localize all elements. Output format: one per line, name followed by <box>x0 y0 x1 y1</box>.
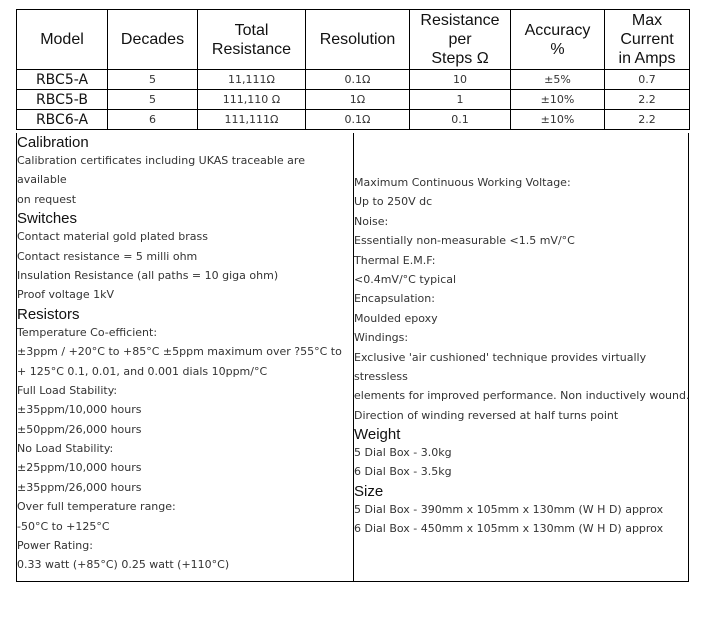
header-text: Model <box>40 31 84 48</box>
cell-resolution: 0.1Ω <box>306 70 410 90</box>
header-text: Decades <box>120 31 185 48</box>
header-text: Resistance <box>211 40 292 58</box>
text-line: + 125°C 0.1, 0.01, and 0.001 dials 10ppm/°C <box>17 364 268 378</box>
header-model <box>17 10 108 70</box>
cell-model: RBC5-B <box>17 90 108 110</box>
text-line: ±50ppm/26,000 hours <box>17 422 142 436</box>
cell-max-current: 2.2 <box>605 90 690 110</box>
text-line: <0.4mV/°C typical <box>354 272 457 286</box>
text-line: stressless <box>354 369 408 383</box>
text-line: 0.33 watt (+85°C) 0.25 watt (+110°C) <box>17 558 230 572</box>
cell-model: RBC6-A <box>17 110 108 130</box>
text-line: Power Rating: <box>17 539 93 553</box>
text-line: Proof voltage 1kV <box>17 288 115 302</box>
table-row <box>17 110 690 130</box>
switches-heading: Switches <box>17 210 78 228</box>
text-line: Up to 250V dc <box>354 195 433 209</box>
cell-total-resistance: 111,111Ω <box>198 110 306 130</box>
text-line: Direction of winding reversed at half turns point <box>354 408 619 422</box>
header-text: Max <box>631 12 663 29</box>
resistors-heading: Resistors <box>17 305 80 323</box>
text-line: ±35ppm/10,000 hours <box>17 403 142 417</box>
header-text: in Amps <box>618 50 676 67</box>
size-lines <box>354 500 688 539</box>
text-line: -50°C to +125°C <box>17 519 110 533</box>
text-line: Temperature Co-efficient: <box>17 325 158 339</box>
electrical-spec-lines <box>354 173 688 425</box>
left-column <box>17 133 354 581</box>
text-line: ±3ppm / +20°C to +85°C ±5ppm maximum over ?55°C to <box>17 345 342 359</box>
right-column-top-spacer-2 <box>354 153 688 173</box>
header-text: Current <box>620 31 674 48</box>
cell-total-resistance: 111,110 Ω <box>198 90 306 110</box>
table-body <box>17 70 690 130</box>
table-row <box>17 70 690 90</box>
cell-resistance-per-step: 10 <box>410 70 511 90</box>
header-text: Steps Ω <box>431 50 489 67</box>
cell-resistance-per-step: 0.1 <box>410 110 511 130</box>
cell-accuracy: ±5% <box>511 70 605 90</box>
weight-lines <box>354 443 688 482</box>
header-text: % <box>550 40 565 58</box>
text-line: Essentially non-measurable <1.5 mV/°C <box>354 234 575 248</box>
header-accuracy <box>511 10 605 70</box>
cell-accuracy: ±10% <box>511 110 605 130</box>
text-line: Encapsulation: <box>354 292 435 306</box>
text-line: Exclusive 'air cushioned' technique provides virtually <box>354 350 647 364</box>
text-line: Insulation Resistance (all paths = 10 giga ohm) <box>17 268 279 282</box>
cell-max-current: 2.2 <box>605 110 690 130</box>
right-column-top-spacer <box>354 133 688 153</box>
resistors-lines <box>17 323 353 575</box>
cell-accuracy: ±10% <box>511 90 605 110</box>
text-line: available <box>17 173 67 187</box>
text-line: Thermal E.M.F: <box>354 253 436 267</box>
text-line: ±25ppm/10,000 hours <box>17 461 142 475</box>
text-line: 5 Dial Box - 3.0kg <box>354 446 452 460</box>
header-text: Total <box>234 21 269 39</box>
text-line: Moulded epoxy <box>354 311 438 325</box>
table-header-row <box>17 10 690 70</box>
cell-resolution: 1Ω <box>306 90 410 110</box>
cell-decades: 5 <box>108 90 198 110</box>
calibration-lines <box>17 151 353 209</box>
cell-max-current: 0.7 <box>605 70 690 90</box>
text-line: 6 Dial Box - 3.5kg <box>354 465 452 479</box>
header-decades <box>108 10 198 70</box>
text-line: 5 Dial Box - 390mm x 105mm x 130mm (W H D) approx <box>354 502 664 516</box>
text-line: Over full temperature range: <box>17 500 176 514</box>
cell-resistance-per-step: 1 <box>410 90 511 110</box>
calibration-heading: Calibration <box>17 134 89 151</box>
cell-resolution: 0.1Ω <box>306 110 410 130</box>
text-line: Windings: <box>354 331 409 345</box>
text-line: No Load Stability: <box>17 442 114 456</box>
header-text: Resolution <box>319 31 396 48</box>
text-line: on request <box>17 192 77 206</box>
details-panel <box>16 133 689 582</box>
cell-decades: 6 <box>108 110 198 130</box>
text-line: Contact resistance = 5 milli ohm <box>17 249 198 263</box>
header-resistance-per-step <box>410 10 511 70</box>
text-line: Maximum Continuous Working Voltage: <box>354 176 571 189</box>
specification-table <box>16 9 690 130</box>
table-row <box>17 90 690 110</box>
header-resolution <box>306 10 410 70</box>
cell-total-resistance: 11,111Ω <box>198 70 306 90</box>
text-line: Calibration certificates including UKAS traceable are <box>17 154 305 167</box>
text-line: Contact material gold plated brass <box>17 230 208 244</box>
header-text: Accuracy <box>524 21 591 39</box>
switches-lines <box>17 227 353 305</box>
header-text: per <box>448 31 472 48</box>
header-text: Resistance <box>420 12 500 29</box>
text-line: Noise: <box>354 214 389 228</box>
text-line: elements for improved performance. Non inductively wound. <box>354 389 690 403</box>
weight-heading: Weight <box>354 426 401 444</box>
right-column <box>354 133 688 581</box>
cell-decades: 5 <box>108 70 198 90</box>
header-max-current <box>605 10 690 70</box>
size-heading: Size <box>354 482 384 500</box>
text-line: Full Load Stability: <box>17 383 118 397</box>
text-line: 6 Dial Box - 450mm x 105mm x 130mm (W H D) approx <box>354 522 664 536</box>
cell-model: RBC5-A <box>17 70 108 90</box>
header-total-resistance <box>198 10 306 70</box>
text-line: ±35ppm/26,000 hours <box>17 480 142 494</box>
